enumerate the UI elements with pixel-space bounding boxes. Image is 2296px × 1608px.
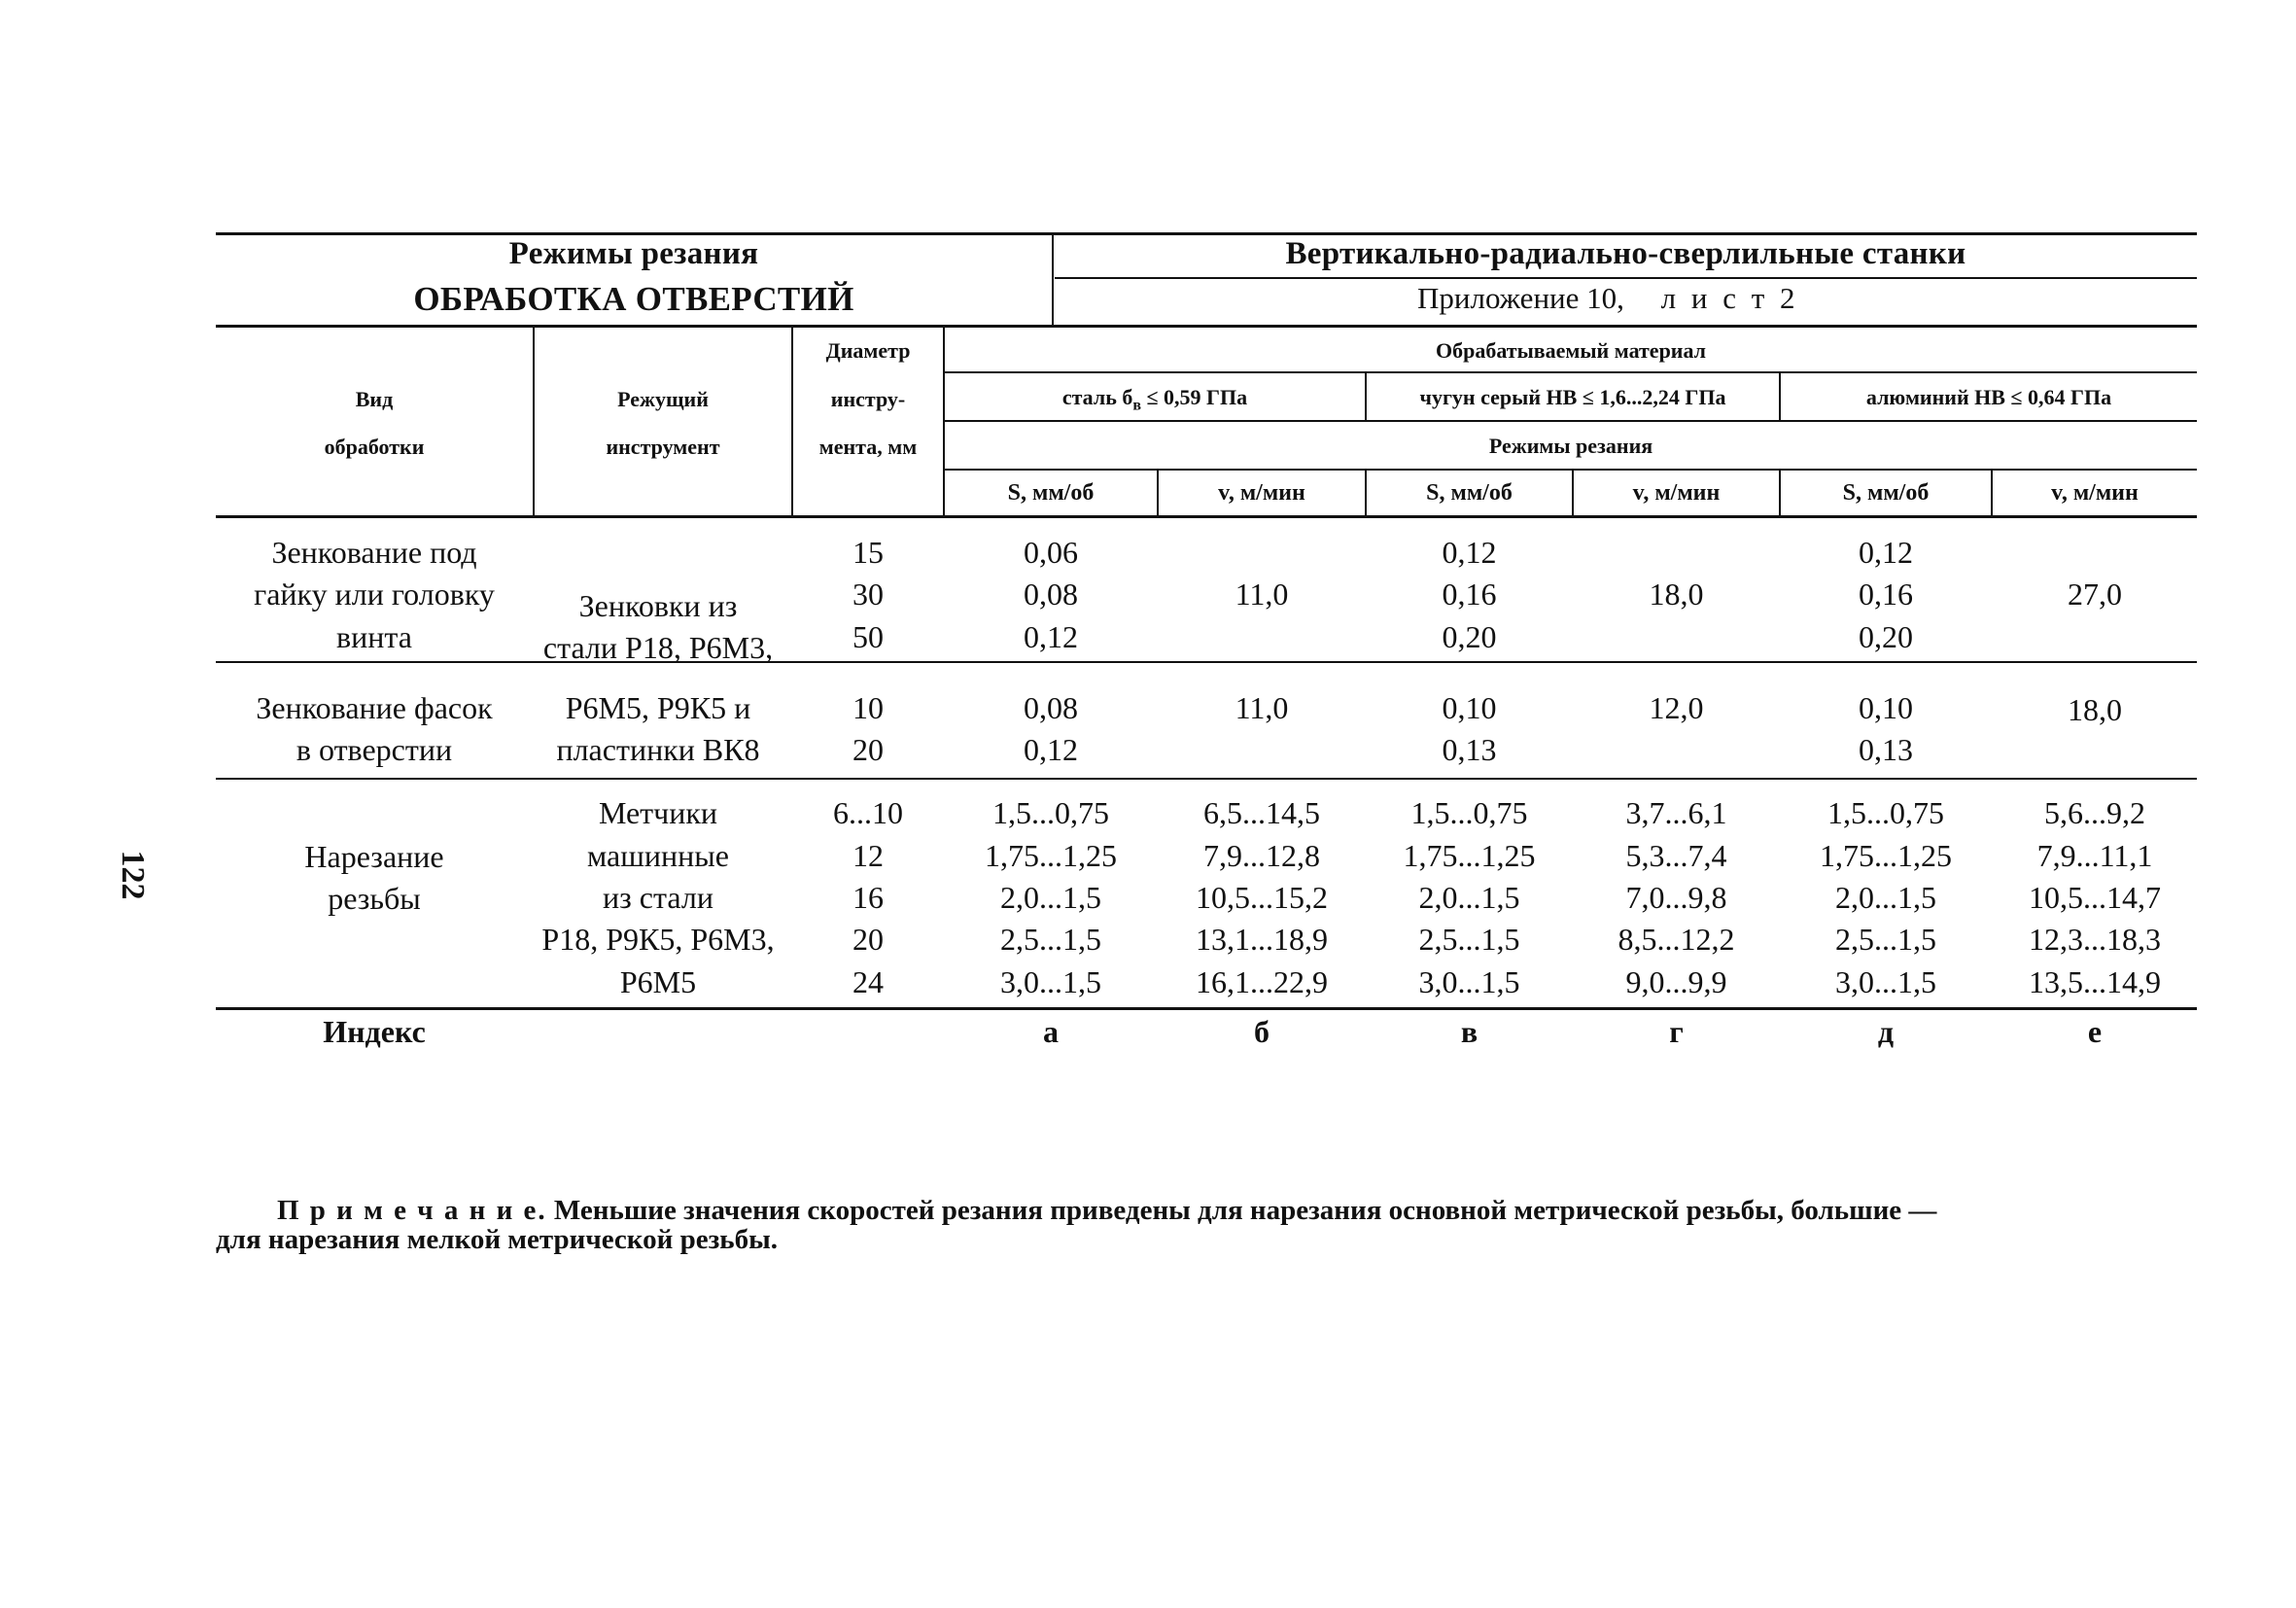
note-label: П р и м е ч а н и е.: [277, 1195, 547, 1226]
g3-r2-diam: 12: [852, 838, 884, 873]
g3-r2-feed-steel: 1,75...1,25: [985, 838, 1117, 873]
tool-g3-line4: Р18, Р9К5, Р6М3,: [541, 922, 775, 957]
rule-title-divider: [1052, 232, 1054, 326]
rule-right-title: [1055, 277, 2197, 279]
g2-speed-iron: 12,0: [1649, 690, 1704, 725]
g3-r2-speed-aluminium: 7,9...11,1: [2036, 838, 2153, 873]
group2-kind-line2: в отверстии: [296, 732, 453, 767]
g1-r2-feed-steel: 0,08: [1024, 577, 1078, 612]
group2-kind-line1: Зенкование фасок: [256, 690, 493, 725]
tool-g12-line1: Зенковки из: [578, 588, 738, 623]
tool-g12-line3: Р6М5, Р9К5 и: [565, 690, 751, 725]
g3-r1-speed-iron: 3,7...6,1: [1625, 795, 1727, 830]
g3-r4-speed-aluminium: 12,3...18,3: [2029, 922, 2161, 957]
note-line-1: [277, 1195, 1936, 1227]
g1-r3-feed-iron: 0,20: [1442, 619, 1497, 654]
appendix-label: Приложение 10,: [1417, 281, 1624, 315]
g3-r3-feed-steel: 2,0...1,5: [1000, 880, 1101, 915]
index-e: е: [2087, 1014, 2103, 1049]
rule-group2-bottom: [216, 778, 2197, 780]
col-tool-label-1: Режущий: [617, 387, 709, 411]
g2-r1-feed-iron: 0,10: [1442, 690, 1497, 725]
tool-g3-line3: из стали: [603, 880, 713, 915]
tool-g12-line2: стали Р18, Р6М3,: [542, 630, 774, 665]
g3-r4-speed-steel: 13,1...18,9: [1196, 922, 1328, 957]
g2-r2-feed-iron: 0,13: [1442, 732, 1497, 767]
rule-header-bottom: [216, 325, 2197, 328]
material-cast-iron: чугун серый НВ ≤ 1,6...2,24 ГПа: [1419, 385, 1726, 409]
g2-speed-aluminium: 18,0: [2068, 692, 2122, 727]
g1-r1-feed-aluminium: 0,12: [1859, 535, 1913, 570]
note-text-1: Меньшие значения скоростей резания приведены для нарезания основной метрической резьбы, большие —: [546, 1195, 1937, 1226]
g3-r2-feed-iron: 1,75...1,25: [1403, 838, 1536, 873]
g3-r4-diam: 20: [852, 922, 884, 957]
material-steel-subscript: в: [1132, 397, 1141, 414]
group1-kind-line3: винта: [336, 619, 412, 654]
g3-r5-speed-iron: 9,0...9,9: [1625, 964, 1727, 999]
cutting-modes-header: Режимы резания: [1488, 434, 1653, 458]
g3-r1-feed-aluminium: 1,5...0,75: [1827, 795, 1944, 830]
note-line-2: для нарезания мелкой метрической резьбы.: [216, 1224, 778, 1255]
g2-r2-diam: 20: [852, 732, 884, 767]
index-v: в: [1460, 1014, 1478, 1049]
rule-modes: [945, 469, 2197, 471]
g3-r2-speed-iron: 5,3...7,4: [1625, 838, 1727, 873]
g3-r1-feed-steel: 1,5...0,75: [992, 795, 1109, 830]
group3-kind-line1: Нарезание: [304, 839, 444, 874]
g1-r1-diam: 15: [852, 535, 884, 570]
g3-r2-speed-steel: 7,9...12,8: [1203, 838, 1320, 873]
g3-r5-speed-aluminium: 13,5...14,9: [2029, 964, 2161, 999]
g1-r2-feed-iron: 0,16: [1442, 577, 1497, 612]
g3-r5-feed-aluminium: 3,0...1,5: [1835, 964, 1936, 999]
g3-r3-diam: 16: [852, 880, 884, 915]
g3-r5-speed-steel: 16,1...22,9: [1196, 964, 1328, 999]
g2-r1-diam: 10: [852, 690, 884, 725]
tool-g3-line1: Метчики: [598, 795, 718, 830]
g2-r1-feed-steel: 0,08: [1024, 690, 1078, 725]
group1-kind-line2: гайку или головку: [254, 577, 495, 612]
material-group-header: Обрабатываемый материал: [1435, 338, 1707, 363]
g1-speed-steel: 11,0: [1235, 577, 1289, 612]
material-steel-limit: ≤ 0,59 ГПа: [1140, 385, 1248, 409]
material-aluminium: алюминий НВ ≤ 0,64 ГПа: [1865, 385, 2112, 409]
index-b: б: [1254, 1014, 1270, 1049]
g3-r3-feed-aluminium: 2,0...1,5: [1835, 880, 1936, 915]
col-diam-label-2: инстру-: [830, 387, 906, 411]
g3-r4-feed-steel: 2,5...1,5: [1000, 922, 1101, 957]
group1-kind-line1: Зенкование под: [271, 535, 477, 570]
g3-r2-feed-aluminium: 1,75...1,25: [1820, 838, 1952, 873]
subheader-feed-iron: S, мм/об: [1426, 480, 1513, 506]
appendix-line: [1417, 281, 1799, 320]
table-title-holes: ОБРАБОТКА ОТВЕРСТИЙ: [413, 280, 854, 318]
g3-r5-feed-iron: 3,0...1,5: [1418, 964, 1520, 999]
g3-r1-speed-aluminium: 5,6...9,2: [2044, 795, 2145, 830]
g3-r3-speed-iron: 7,0...9,8: [1625, 880, 1727, 915]
table-title-modes: Режимы резания: [508, 236, 759, 271]
g3-r3-speed-aluminium: 10,5...14,7: [2029, 880, 2161, 915]
g3-r3-feed-iron: 2,0...1,5: [1418, 880, 1520, 915]
subheader-speed-steel: v, м/мин: [1218, 480, 1305, 506]
index-a: а: [1043, 1014, 1059, 1049]
rule-subheader-bottom: [216, 515, 2197, 518]
g1-r2-diam: 30: [852, 577, 884, 612]
g1-r1-feed-steel: 0,06: [1024, 535, 1078, 570]
tool-g3-line5: Р6М5: [619, 964, 697, 999]
rule-materials: [945, 420, 2197, 422]
g3-r1-feed-iron: 1,5...0,75: [1410, 795, 1528, 830]
g1-r3-feed-steel: 0,12: [1024, 619, 1078, 654]
index-row-label: Индекс: [323, 1014, 426, 1049]
rule-material-group: [945, 371, 2197, 373]
index-d: д: [1877, 1014, 1895, 1049]
subheader-feed-aluminium: S, мм/об: [1842, 480, 1930, 506]
subheader-speed-iron: v, м/мин: [1632, 480, 1721, 506]
col-diam-label-1: Диаметр: [825, 338, 911, 363]
g2-r2-feed-steel: 0,12: [1024, 732, 1078, 767]
col-diam-label-3: мента, мм: [818, 435, 918, 459]
g3-r3-speed-steel: 10,5...15,2: [1196, 880, 1328, 915]
page-number: 122: [115, 850, 151, 900]
tool-g3-line2: машинные: [587, 838, 729, 873]
g1-speed-iron: 18,0: [1649, 577, 1704, 612]
g3-r4-feed-aluminium: 2,5...1,5: [1835, 922, 1936, 957]
g3-r4-speed-iron: 8,5...12,2: [1618, 922, 1735, 957]
col-tool-label-2: инструмент: [606, 435, 720, 459]
g3-r5-diam: 24: [852, 964, 884, 999]
machine-type-title: Вертикально-радиально-сверлильные станки: [1285, 236, 1966, 271]
g1-r2-feed-aluminium: 0,16: [1859, 577, 1913, 612]
group3-kind-line2: резьбы: [328, 881, 421, 916]
subheader-feed-steel: S, мм/об: [1007, 480, 1095, 506]
g2-r1-feed-aluminium: 0,10: [1859, 690, 1913, 725]
subheader-speed-aluminium: v, м/мин: [2051, 480, 2139, 506]
col-kind-label-2: обработки: [324, 435, 425, 459]
g3-r5-feed-steel: 3,0...1,5: [1000, 964, 1101, 999]
g1-r1-feed-iron: 0,12: [1442, 535, 1497, 570]
rule-group1-bottom-right: [794, 661, 2197, 663]
g1-speed-aluminium: 27,0: [2068, 577, 2122, 612]
rule-group3-bottom: [216, 1007, 2197, 1010]
rule-top: [216, 232, 2197, 235]
g1-r3-diam: 50: [852, 619, 884, 654]
g3-r1-speed-steel: 6,5...14,5: [1203, 795, 1320, 830]
material-steel-name: сталь б: [1061, 385, 1133, 409]
material-steel: [945, 385, 1365, 414]
tool-g12-line4: пластинки ВК8: [556, 732, 760, 767]
index-g: г: [1669, 1014, 1684, 1049]
g3-r4-feed-iron: 2,5...1,5: [1418, 922, 1520, 957]
col-kind-label-1: Вид: [355, 387, 394, 411]
g3-r1-diam: 6...10: [833, 795, 903, 830]
g1-r3-feed-aluminium: 0,20: [1859, 619, 1913, 654]
rule-col-tool: [533, 326, 535, 517]
g2-speed-steel: 11,0: [1235, 690, 1289, 725]
g2-r2-feed-aluminium: 0,13: [1859, 732, 1913, 767]
sheet-label: л и с т 2: [1660, 281, 1799, 315]
